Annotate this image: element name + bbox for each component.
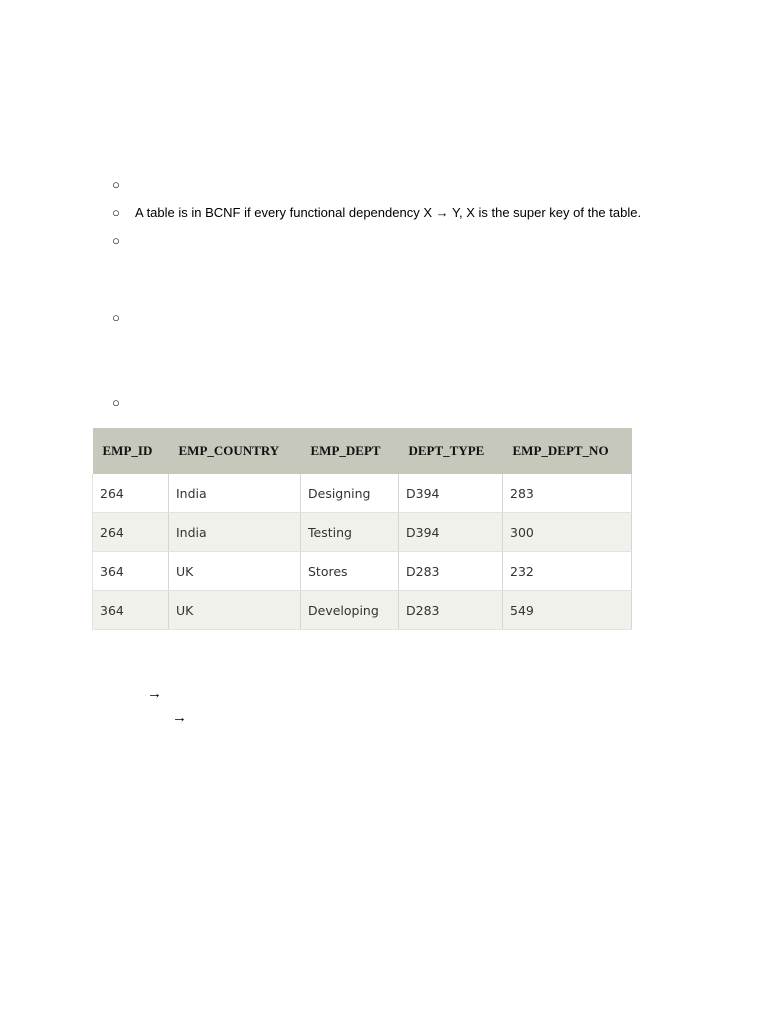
table-cell: 264 bbox=[93, 513, 169, 552]
table-header-row bbox=[93, 428, 632, 474]
bcnf-definition-text: A table is in BCNF if every functional dependency X → Y, X is the super key of the table. bbox=[135, 205, 642, 220]
table-cell: Testing bbox=[301, 513, 399, 552]
table-row bbox=[93, 552, 632, 591]
bullet-marker-5: ○ bbox=[112, 395, 120, 410]
table-cell: 232 bbox=[503, 552, 632, 591]
employee-table bbox=[92, 428, 632, 630]
table-cell: D394 bbox=[399, 474, 503, 513]
table-cell: 549 bbox=[503, 591, 632, 630]
arrow-glyph-2: → bbox=[172, 709, 187, 726]
table-cell: Designing bbox=[301, 474, 399, 513]
table-cell: 364 bbox=[93, 552, 169, 591]
table-cell: India bbox=[169, 474, 301, 513]
column-header-dept-type: DEPT_TYPE bbox=[399, 428, 503, 474]
bullet-marker-3: ○ bbox=[112, 233, 120, 248]
table-cell: D394 bbox=[399, 513, 503, 552]
table-cell: India bbox=[169, 513, 301, 552]
table-cell: 264 bbox=[93, 474, 169, 513]
table-row bbox=[93, 513, 632, 552]
bullet-marker-4: ○ bbox=[112, 310, 120, 325]
arrow-glyph-1: → bbox=[147, 685, 162, 702]
table-cell: 300 bbox=[503, 513, 632, 552]
column-header-emp-id: EMP_ID bbox=[93, 428, 169, 474]
bullet-marker-1: ○ bbox=[112, 177, 120, 192]
table-cell: Stores bbox=[301, 552, 399, 591]
table-cell: UK bbox=[169, 552, 301, 591]
table-row bbox=[93, 474, 632, 513]
column-header-emp-dept: EMP_DEPT bbox=[301, 428, 399, 474]
table-row bbox=[93, 591, 632, 630]
table-cell: Developing bbox=[301, 591, 399, 630]
table-cell: 364 bbox=[93, 591, 169, 630]
table-cell: 283 bbox=[503, 474, 632, 513]
table-cell: D283 bbox=[399, 591, 503, 630]
table-cell: D283 bbox=[399, 552, 503, 591]
column-header-emp-country: EMP_COUNTRY bbox=[169, 428, 301, 474]
column-header-emp-dept-no: EMP_DEPT_NO bbox=[503, 428, 632, 474]
table-cell: UK bbox=[169, 591, 301, 630]
bullet-marker-2: ○ bbox=[112, 205, 120, 220]
